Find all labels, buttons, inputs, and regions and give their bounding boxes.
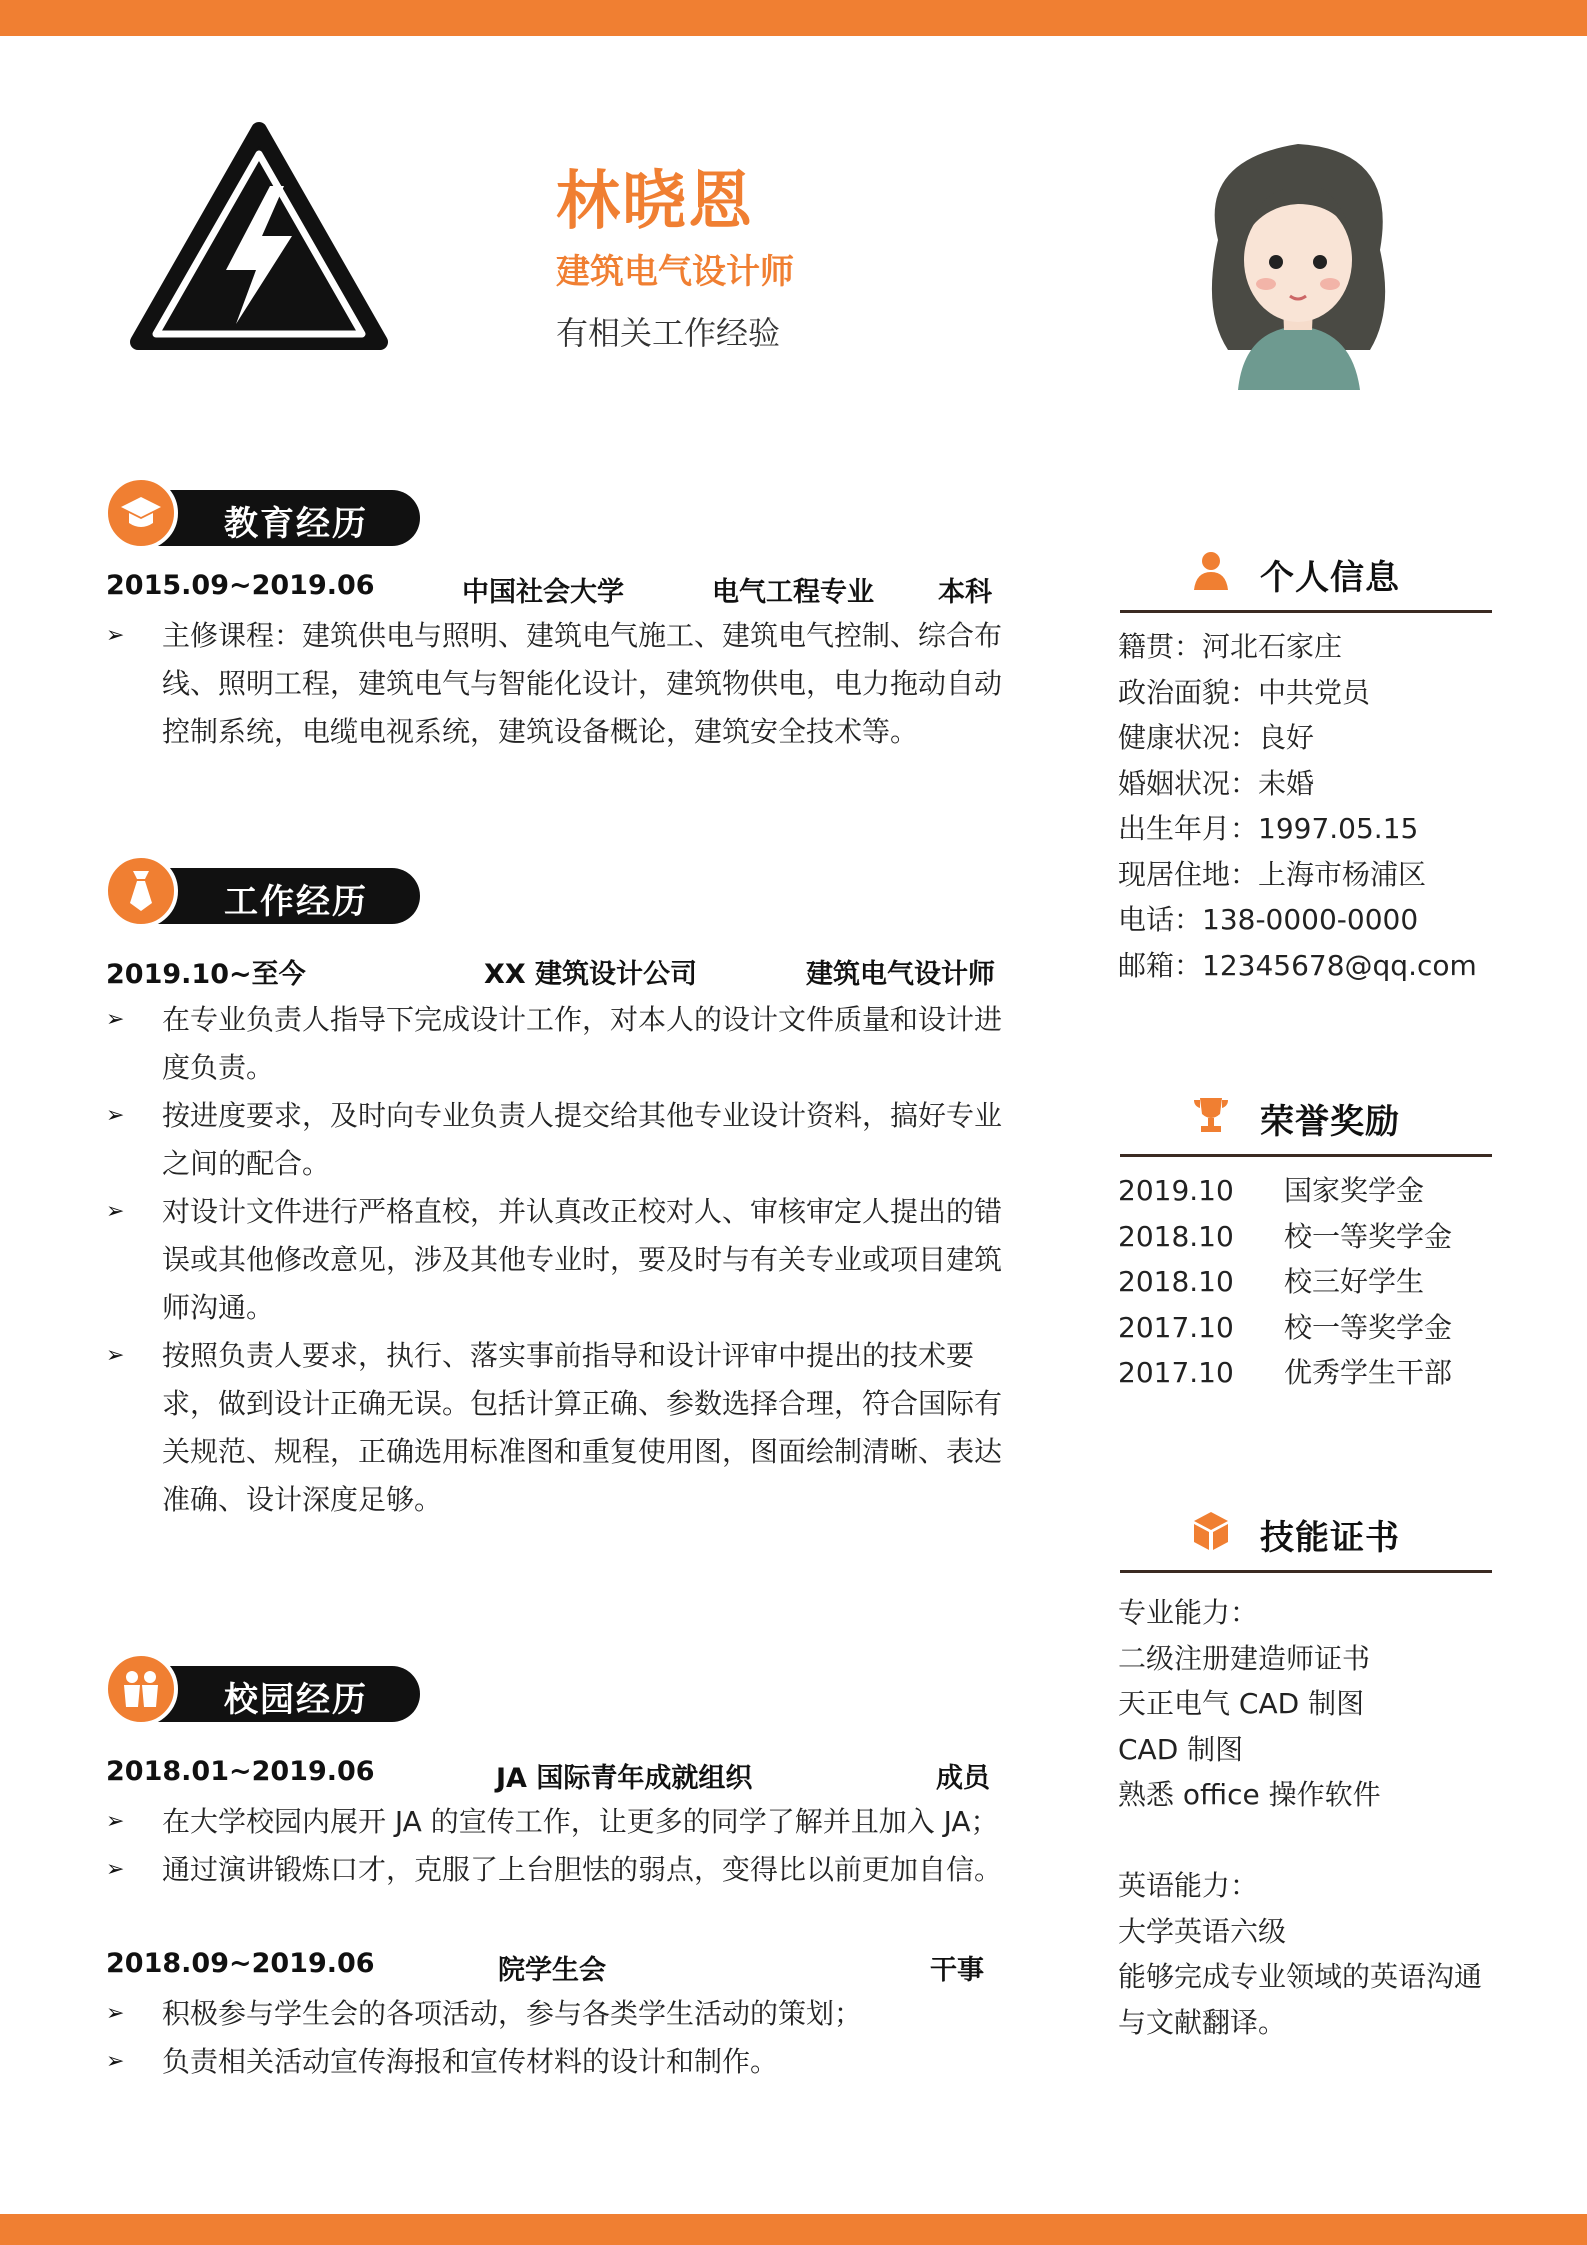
list-item: 邮箱：12345678@qq.com: [1118, 948, 1477, 982]
cube-icon: [1190, 1510, 1232, 1552]
work-position: 建筑电气设计师: [806, 959, 995, 990]
education-row: [106, 570, 1006, 610]
section-title: 校园经历: [224, 1680, 368, 1720]
list-item: 大学英语六级: [1118, 1914, 1287, 1948]
campus-org: 院学生会: [498, 1955, 606, 1986]
campus-row-2: [106, 1948, 1006, 1988]
list-item: 能够完成专业领域的英语沟通与文献翻译。: [1118, 1960, 1483, 2039]
trophy-icon: [1190, 1094, 1232, 1136]
list-item: 天正电气 CAD 制图: [1118, 1687, 1365, 1720]
work-company: XX 建筑设计公司: [484, 959, 698, 990]
education-school: 中国社会大学: [462, 577, 624, 608]
avatar: [1188, 120, 1406, 390]
skills-header: [1120, 1490, 1492, 1573]
list-item: ➢ 按进度要求，及时向专业负责人提交给其他专业设计资料，搞好专业之间的配合。: [106, 1099, 1003, 1180]
campus-period: 2018.09~2019.06: [106, 1948, 375, 1979]
list-item: ➢ 通过演讲锻炼口才，克服了上台胆怯的弱点，变得比以前更加自信。: [106, 1853, 1003, 1886]
list-item: 现居住地：上海市杨浦区: [1118, 857, 1427, 891]
professional-label: 专业能力：: [1118, 1596, 1259, 1629]
work-row: [106, 952, 1006, 992]
person-icon: [1190, 550, 1232, 592]
list-item: ➢ 主修课程：建筑供电与照明、建筑电气施工、建筑电气控制、综合布线、照明工程，建筑电气与智能化设计，建筑物供电，电力拖动自动控制系统，电缆电视系统，建筑设备概论，建筑安全技术等。: [106, 619, 1003, 748]
section-title: 技能证书: [1260, 1518, 1400, 1558]
education-bullets: [106, 612, 1006, 756]
experience-note: 有相关工作经验: [556, 314, 781, 352]
education-degree: 本科: [938, 577, 992, 608]
tie-icon: [104, 854, 178, 928]
list-item: 政治面貌：中共党员: [1118, 675, 1371, 709]
list-item: 健康状况：良好: [1118, 721, 1315, 754]
personal-info-header: [1120, 530, 1492, 613]
education-section-header: [104, 476, 420, 546]
list-item: 2018.10 校一等奖学金: [1118, 1219, 1453, 1253]
education-period: 2015.09~2019.06: [106, 570, 375, 601]
list-item: ➢ 对设计文件进行严格直校，并认真改正校对人、审核审定人提出的错误或其他修改意见，涉及其他专业时，要及时与有关专业或项目建筑师沟通。: [106, 1195, 1003, 1324]
list-item: 2019.10 国家奖学金: [1118, 1174, 1425, 1207]
people-icon: [104, 1652, 178, 1726]
campus-section-header: [104, 1652, 420, 1722]
list-item: ➢ 按照负责人要求，执行、落实事前指导和设计评审中提出的技术要求，做到设计正确无误。包括计算正确、参数选择合理，符合国际有关规范、规程，正确选用标准图和重复使用图，图面绘制清晰、表达准确、设计深度足够。: [106, 1339, 1003, 1516]
section-title: 荣誉奖励: [1260, 1102, 1400, 1142]
work-bullets: [106, 996, 1006, 1524]
list-item: ➢ 在大学校园内展开 JA 的宣传工作，让更多的同学了解并且加入 JA；: [106, 1805, 999, 1838]
list-item: 出生年月：1997.05.15: [1118, 812, 1419, 845]
list-item: ➢ 积极参与学生会的各项活动，参与各类学生活动的策划；: [106, 1997, 863, 2030]
section-title: 个人信息: [1260, 558, 1400, 598]
graduation-cap-icon: [104, 476, 178, 550]
honors-header: [1120, 1074, 1492, 1157]
list-item: 熟悉 office 操作软件: [1118, 1778, 1381, 1811]
campus-bullets-1: [106, 1798, 1006, 1894]
list-item: 2018.10 校三好学生: [1118, 1265, 1425, 1298]
list-item: 电话：138-0000-0000: [1118, 903, 1419, 936]
list-item: 2017.10 优秀学生干部: [1118, 1356, 1453, 1389]
list-item: 2017.10 校一等奖学金: [1118, 1310, 1453, 1344]
campus-org: JA 国际青年成就组织: [496, 1763, 753, 1794]
section-title: 工作经历: [224, 882, 368, 922]
lightning-warning-logo: [128, 120, 390, 360]
campus-row-1: [106, 1756, 1006, 1796]
job-title: 建筑电气设计师: [556, 252, 794, 292]
personal-info-list: [1118, 624, 1498, 988]
work-period: 2019.10~至今: [106, 959, 306, 990]
list-item: CAD 制图: [1118, 1732, 1244, 1766]
work-section-header: [104, 854, 420, 924]
education-major: 电气工程专业: [712, 577, 874, 608]
section-title: 教育经历: [224, 504, 368, 544]
bottom-accent-bar: [0, 2214, 1587, 2245]
campus-role: 成员: [936, 1763, 990, 1794]
skills-list: [1118, 1590, 1498, 2045]
english-label: 英语能力：: [1118, 1869, 1259, 1902]
list-item: 婚姻状况：未婚: [1118, 766, 1315, 800]
campus-role: 干事: [930, 1955, 984, 1986]
candidate-name: 林晓恩: [556, 165, 754, 239]
list-item: 二级注册建造师证书: [1118, 1641, 1371, 1675]
list-item: 籍贯：河北石家庄: [1118, 630, 1343, 663]
honors-list: [1118, 1168, 1498, 1396]
campus-period: 2018.01~2019.06: [106, 1756, 375, 1787]
top-accent-bar: [0, 0, 1587, 36]
campus-bullets-2: [106, 1990, 1006, 2086]
list-item: ➢ 在专业负责人指导下完成设计工作，对本人的设计文件质量和设计进度负责。: [106, 1003, 1003, 1084]
list-item: ➢ 负责相关活动宣传海报和宣传材料的设计和制作。: [106, 2045, 779, 2078]
